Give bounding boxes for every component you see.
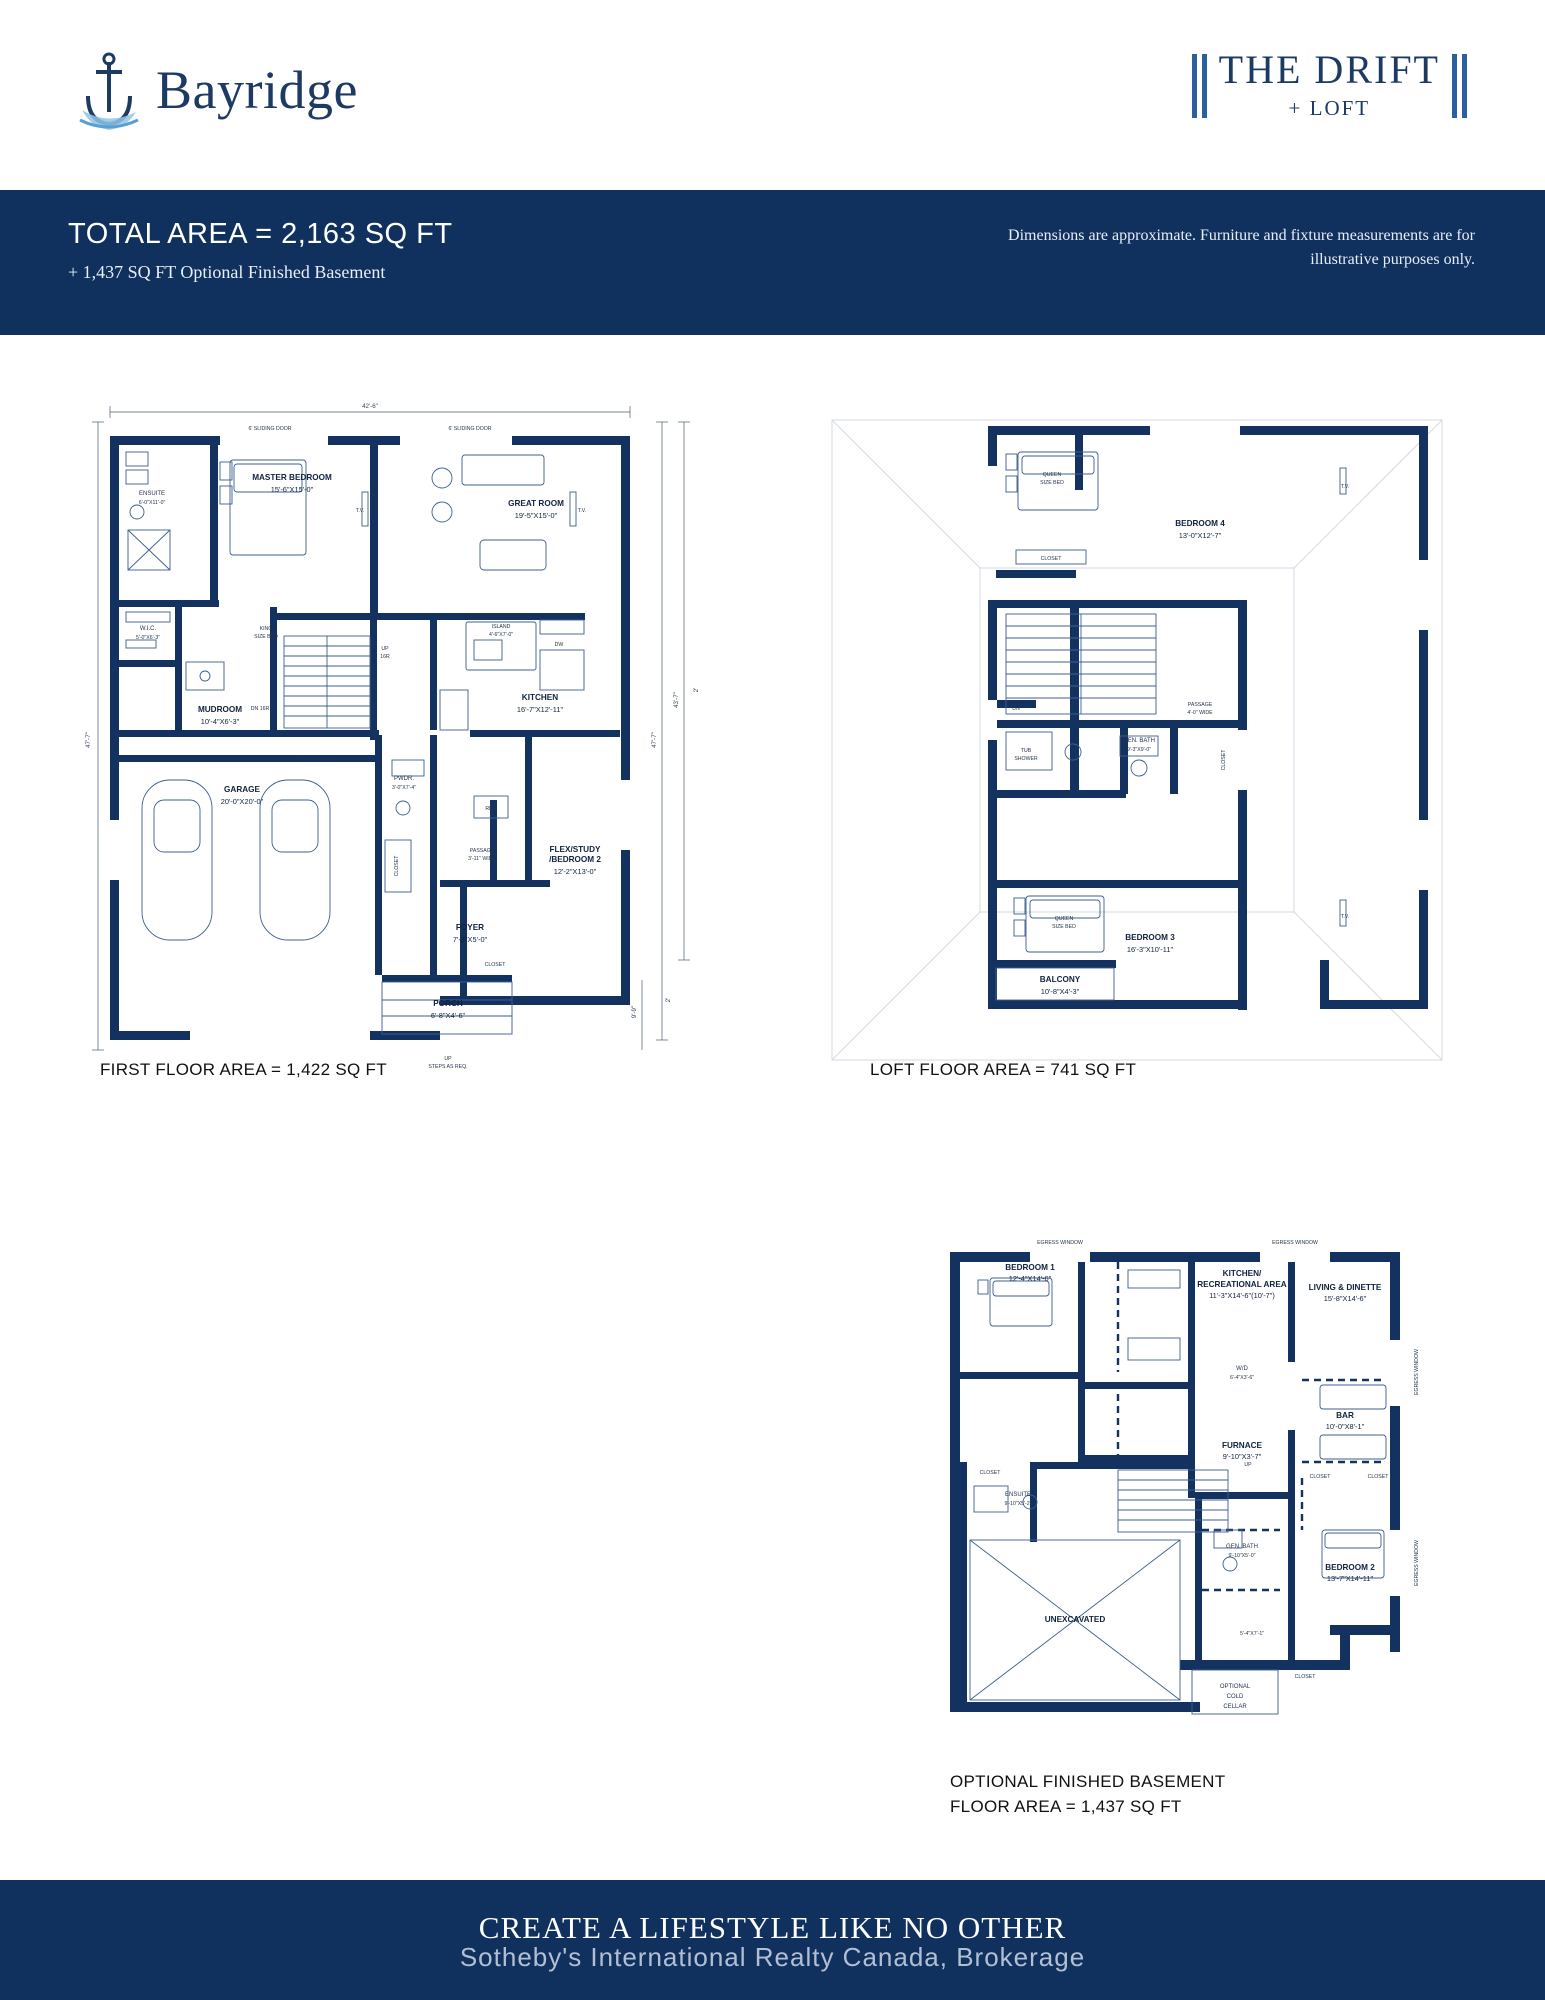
svg-text:SIZE BED: SIZE BED xyxy=(254,634,278,640)
svg-text:BEDROOM 3: BEDROOM 3 xyxy=(1125,933,1175,942)
svg-text:19'-5"X15'-0": 19'-5"X15'-0" xyxy=(514,511,558,520)
svg-text:3'-11" WIDE: 3'-11" WIDE xyxy=(468,856,496,862)
svg-text:UP: UP xyxy=(1244,1462,1252,1468)
svg-text:9'-3"X9'-0": 9'-3"X9'-0" xyxy=(1126,747,1152,753)
svg-text:T.V.: T.V. xyxy=(1340,914,1350,920)
plan-subtitle: + LOFT xyxy=(1288,96,1371,120)
svg-text:FLEX/STUDY: FLEX/STUDY xyxy=(549,845,601,854)
svg-text:43'-7": 43'-7" xyxy=(673,692,680,708)
svg-text:GREAT ROOM: GREAT ROOM xyxy=(508,499,564,508)
svg-text:OPTIONAL: OPTIONAL xyxy=(1219,1684,1251,1690)
svg-text:15'-8"X14'-6": 15'-8"X14'-6" xyxy=(1323,1294,1367,1303)
svg-text:KING: KING xyxy=(259,626,273,632)
svg-text:PASSAGE: PASSAGE xyxy=(1187,702,1213,708)
svg-text:KITCHEN/: KITCHEN/ xyxy=(1222,1269,1262,1278)
svg-text:10'-8"X4'-3": 10'-8"X4'-3" xyxy=(1040,987,1080,996)
basement-caption-line2: FLOOR AREA = 1,437 SQ FT xyxy=(950,1796,1182,1816)
svg-text:PWDR.: PWDR. xyxy=(394,776,414,782)
svg-text:CLOSET: CLOSET xyxy=(1367,1474,1389,1480)
svg-text:47'-7": 47'-7" xyxy=(651,732,658,748)
svg-text:COLD: COLD xyxy=(1226,1694,1244,1700)
svg-text:PASSAGE: PASSAGE xyxy=(469,848,495,854)
svg-text:9'-10"X5'-0": 9'-10"X5'-0" xyxy=(1228,1553,1256,1559)
svg-text:EGRESS WINDOW: EGRESS WINDOW xyxy=(1414,1349,1420,1395)
svg-text:6'-0"X11'-0": 6'-0"X11'-0" xyxy=(138,500,166,506)
svg-text:7'-3"X5'-0": 7'-3"X5'-0" xyxy=(452,935,488,944)
svg-text:UP: UP xyxy=(444,1056,452,1062)
svg-text:4'-6"X7'-0": 4'-6"X7'-0" xyxy=(488,632,514,638)
svg-text:MASTER BEDROOM: MASTER BEDROOM xyxy=(252,473,332,482)
svg-text:LIVING & DINETTE: LIVING & DINETTE xyxy=(1308,1283,1382,1292)
svg-text:20'-0"X20'-0": 20'-0"X20'-0" xyxy=(220,797,264,806)
svg-text:BEDROOM 4: BEDROOM 4 xyxy=(1175,519,1225,528)
svg-text:EGRESS WINDOW: EGRESS WINDOW xyxy=(1272,1240,1318,1246)
svg-text:STEPS AS REQ.: STEPS AS REQ. xyxy=(428,1064,468,1070)
svg-text:6'-8"X4'-6": 6'-8"X4'-6" xyxy=(430,1011,466,1020)
svg-text:REF.: REF. xyxy=(485,806,497,812)
basement-caption-line1: OPTIONAL FINISHED BASEMENT xyxy=(950,1772,1226,1791)
first-floor-plan xyxy=(70,400,730,1140)
svg-text:CLOSET: CLOSET xyxy=(1040,556,1062,562)
svg-text:MUDROOM: MUDROOM xyxy=(197,705,243,714)
svg-text:SIZE BED: SIZE BED xyxy=(1052,924,1076,930)
footer-tagline: CREATE A LIFESTYLE LIKE NO OTHER xyxy=(478,1910,1067,1945)
svg-text:KITCHEN: KITCHEN xyxy=(521,693,559,702)
badge-bars-left xyxy=(1192,54,1207,118)
loft-floor-plan xyxy=(820,400,1470,1140)
svg-text:T.V.: T.V. xyxy=(577,508,587,514)
svg-text:GARAGE: GARAGE xyxy=(224,785,260,794)
svg-text:SHOWER: SHOWER xyxy=(1014,756,1038,762)
svg-text:W.I.C.: W.I.C. xyxy=(139,626,157,632)
svg-text:47'-7": 47'-7" xyxy=(85,732,92,748)
svg-text:16'-3"X10'-11": 16'-3"X10'-11" xyxy=(1126,945,1174,954)
svg-text:9'-10"X5'-2": 9'-10"X5'-2" xyxy=(1004,1501,1032,1507)
brand-lockup xyxy=(78,48,358,132)
svg-text:15'-6"X15'-0": 15'-6"X15'-0" xyxy=(270,485,314,494)
area-banner xyxy=(0,190,1545,335)
svg-text:16'-7"X12'-11": 16'-7"X12'-11" xyxy=(516,705,564,714)
basement-floor-plan xyxy=(930,1230,1450,1816)
page-footer xyxy=(0,1880,1545,2000)
svg-text:6'-4"X3'-6": 6'-4"X3'-6" xyxy=(1229,1375,1255,1381)
footer-brokerage: Sotheby's International Realty Canada, Brokerage xyxy=(459,1942,1086,1972)
svg-text:ENSUITE: ENSUITE xyxy=(1004,1492,1032,1498)
svg-text:DW: DW xyxy=(554,642,564,648)
svg-text:RECREATIONAL AREA: RECREATIONAL AREA xyxy=(1197,1280,1287,1289)
svg-text:5'-0"X6'-3": 5'-0"X6'-3" xyxy=(135,635,161,641)
first-floor-drawing xyxy=(70,400,730,1100)
svg-text:BALCONY: BALCONY xyxy=(1039,975,1081,984)
page-header xyxy=(0,0,1545,190)
svg-text:13'-7"X14'-11": 13'-7"X14'-11" xyxy=(1326,1574,1374,1583)
total-area-text: TOTAL AREA = 2,163 SQ FT xyxy=(68,218,453,250)
svg-text:DN 16R: DN 16R xyxy=(250,706,270,712)
svg-text:DN: DN xyxy=(1012,706,1020,712)
svg-text:12'-4"X14'-6": 12'-4"X14'-6" xyxy=(1008,1274,1052,1283)
brand-name: Bayridge xyxy=(156,60,358,120)
svg-text:BAR: BAR xyxy=(1336,1411,1354,1420)
svg-text:6' SLIDING DOOR: 6' SLIDING DOOR xyxy=(448,426,492,432)
plan-badge xyxy=(1192,47,1467,121)
svg-text:QUEEN: QUEEN xyxy=(1054,916,1074,922)
basement-caption xyxy=(950,1770,1225,1819)
svg-text:12'-2"X13'-0": 12'-2"X13'-0" xyxy=(553,867,597,876)
plan-title: THE DRIFT xyxy=(1218,47,1440,92)
svg-text:BEDROOM 1: BEDROOM 1 xyxy=(1005,1263,1055,1272)
svg-text:CELLAR: CELLAR xyxy=(1223,1704,1247,1710)
svg-text:11'-3"X14'-6"(10'-7"): 11'-3"X14'-6"(10'-7") xyxy=(1209,1291,1275,1300)
svg-text:GEN. BATH: GEN. BATH xyxy=(1123,738,1155,744)
svg-text:T.V.: T.V. xyxy=(355,508,365,514)
svg-text:10'-0"X8'-1": 10'-0"X8'-1" xyxy=(1325,1422,1365,1431)
svg-text:9'-10"X3'-7": 9'-10"X3'-7" xyxy=(1222,1452,1262,1461)
svg-text:CLOSET: CLOSET xyxy=(979,1470,1001,1476)
basement-floor-drawing xyxy=(930,1230,1450,1750)
loft-floor-caption: LOFT FLOOR AREA = 741 SQ FT xyxy=(870,1060,1137,1079)
svg-text:UP: UP xyxy=(381,646,389,652)
svg-text:EGRESS WINDOW: EGRESS WINDOW xyxy=(1037,1240,1083,1246)
svg-text:TUB: TUB xyxy=(1020,748,1032,754)
first-floor-caption: FIRST FLOOR AREA = 1,422 SQ FT xyxy=(100,1060,387,1079)
anchor-icon xyxy=(78,48,140,132)
loft-floor-drawing xyxy=(820,400,1470,1100)
svg-text:/BEDROOM 2: /BEDROOM 2 xyxy=(549,855,601,864)
svg-text:SIZE BED: SIZE BED xyxy=(1040,480,1064,486)
svg-text:BEDROOM 2: BEDROOM 2 xyxy=(1325,1563,1375,1572)
svg-text:6' SLIDING DOOR: 6' SLIDING DOOR xyxy=(248,426,292,432)
svg-text:9'-9": 9'-9" xyxy=(631,1005,638,1019)
svg-text:EGRESS WINDOW: EGRESS WINDOW xyxy=(1414,1540,1420,1586)
svg-text:CLOSET: CLOSET xyxy=(394,855,400,877)
svg-text:13'-0"X12'-7": 13'-0"X12'-7" xyxy=(1178,531,1222,540)
svg-text:42'-6": 42'-6" xyxy=(362,403,378,410)
svg-text:4'-0" WIDE: 4'-0" WIDE xyxy=(1187,710,1213,716)
svg-text:CLOSET: CLOSET xyxy=(1221,749,1227,771)
svg-text:GEN. BATH: GEN. BATH xyxy=(1226,1544,1258,1550)
svg-text:CLOSET: CLOSET xyxy=(1294,1674,1316,1680)
svg-text:STEPS AS REQ.: STEPS AS REQ. xyxy=(296,756,336,762)
svg-text:UNEXCAVATED: UNEXCAVATED xyxy=(1044,1615,1106,1624)
svg-text:5'-4"X7'-1": 5'-4"X7'-1" xyxy=(1239,1631,1265,1637)
badge-bars-right xyxy=(1452,54,1467,118)
svg-text:CLOSET: CLOSET xyxy=(484,962,506,968)
svg-text:3'-0"X7'-4": 3'-0"X7'-4" xyxy=(391,785,417,791)
svg-text:FURNACE: FURNACE xyxy=(1221,1441,1263,1450)
svg-text:QUEEN: QUEEN xyxy=(1042,472,1062,478)
svg-text:W/D: W/D xyxy=(1236,1366,1248,1372)
svg-text:FOYER: FOYER xyxy=(455,923,485,932)
svg-text:2': 2' xyxy=(693,687,700,693)
disclaimer-text: Dimensions are approximate. Furniture and fixture measurements are for illustrative purposes only. xyxy=(1008,227,1475,268)
svg-text:ENSUITE: ENSUITE xyxy=(138,491,166,497)
svg-text:ISLAND: ISLAND xyxy=(491,624,511,630)
svg-text:2': 2' xyxy=(665,997,672,1003)
svg-text:CLOSET: CLOSET xyxy=(1309,1474,1331,1480)
basement-note-text: + 1,437 SQ FT Optional Finished Basement xyxy=(68,262,386,282)
svg-text:PORCH: PORCH xyxy=(433,999,463,1008)
svg-text:T.V.: T.V. xyxy=(1340,484,1350,490)
svg-text:16R: 16R xyxy=(380,654,390,660)
svg-text:10'-4"X6'-3": 10'-4"X6'-3" xyxy=(200,717,240,726)
